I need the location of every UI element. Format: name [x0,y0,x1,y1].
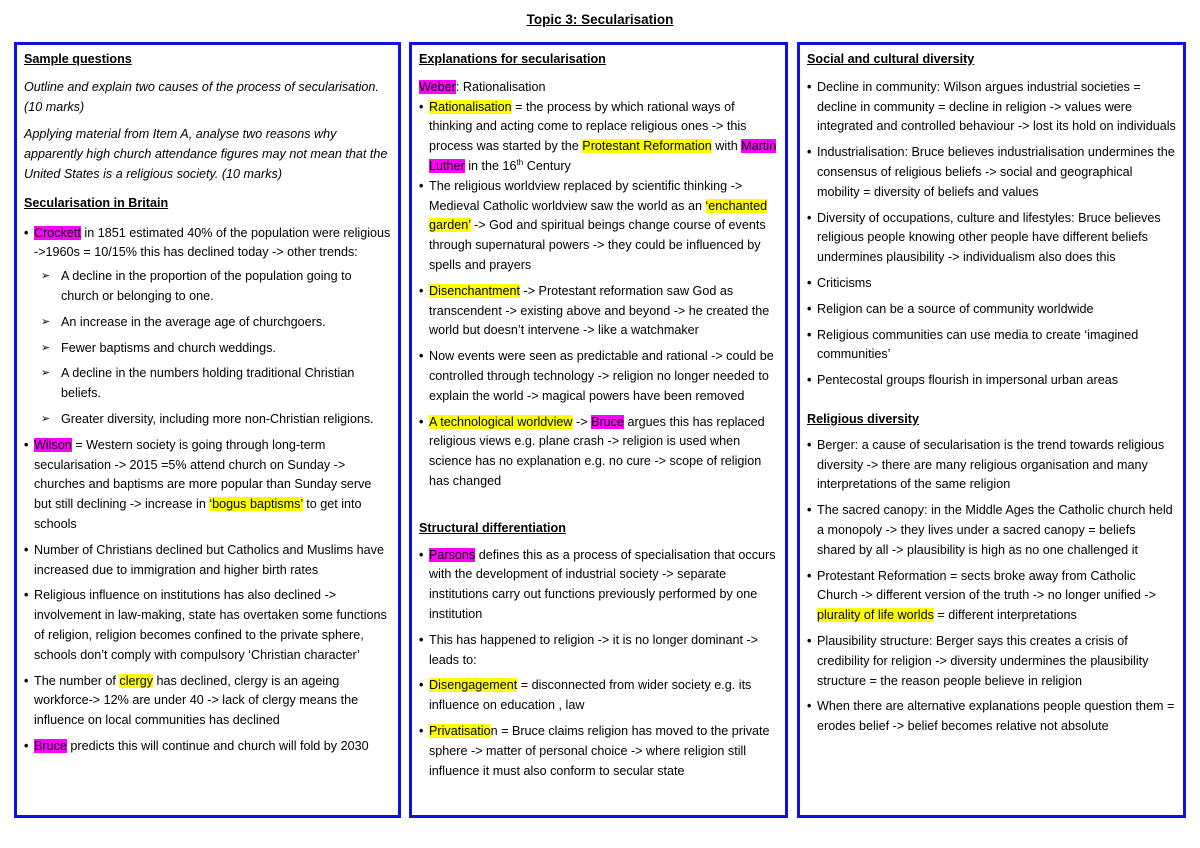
list-item-text: n = Bruce claims religion has moved to the private sphere -> matter of personal choice -> where religion still influence it must also conform to secular state [429,723,770,778]
list-item-text: has declined, clergy is an ageing workforce-> 12% are under 40 -> lack of clergy means the influence on local communities has declined [34,673,359,728]
superscript: th [516,157,524,167]
list-item [419,98,778,177]
list-item [419,546,778,625]
column-explanations [409,42,788,818]
list-item: • Pentecostal groups flourish in impersonal urban areas [807,371,1176,391]
list-item: • Decline in community: Wilson argues industrial societies = decline in community = decline in religion -> values were integrated and controlled behaviour -> lost its hold on individuals [807,78,1176,137]
sub-list-item: ➢ A decline in the numbers holding traditional Christian beliefs. [24,364,391,404]
list-item-text: -> God and spiritual beings change course of events through supernatural powers -> they could be influenced by spells and prayers [429,218,766,272]
list-item-text: = different interpretations [933,608,1077,623]
list-item: • Diversity of occupations, culture and lifestyles: Bruce believes religious people knowing other people have different beliefs undermines plausibility -> individualism also does this [807,209,1176,268]
highlight-crockett: Crockett [34,225,81,240]
list-item-text: -> [572,414,592,429]
list-item: • Number of Christians declined but Catholics and Muslims have increased due to immigration and higher birth rates [24,541,391,581]
highlight-bogus-baptisms: ‘bogus baptisms’ [209,497,303,512]
list-item [419,676,778,716]
weber-text: : Rationalisation [455,79,546,94]
list-item: • Plausibility structure: Berger says this creates a crisis of credibility for religion -> diversity undermines the plausibility structure = the reason people believe in religion [807,632,1176,691]
list-item-text: -> Protestant reformation saw God as transcendent -> existing above and beyond -> he created the world but doesn’t intervene -> like a watchmaker [429,283,770,338]
list-item-text: in the 16 [464,158,517,173]
britain-bullet-list [24,224,391,264]
highlight-rationalisation: Rationalisation [429,99,512,114]
trends-sub-list [24,267,391,430]
highlight-bruce: Bruce [34,738,67,753]
highlight-protestant-reformation: Protestant Reformation [582,139,712,154]
list-item-text: = the process by which rational ways of thinking and acting come to replace religious ones -> this process was started by the [429,99,747,154]
list-item-text: defines this as a process of specialisation that occurs with the development of industrial society -> separate institutions carry out functions previously performed by one institution [429,547,776,621]
list-item-text: = Western society is going through long-term secularisation -> 2015 =5% attend church on Sunday -> churches and baptisms are more popular than Sunday serve but still declining -> increase in [34,437,372,512]
list-item: • The sacred canopy: in the Middle Ages the Catholic church held a monopoly -> they lives under a sacred canopy = beliefs shared by all -> plausibility is high as no one challenged it [807,501,1176,560]
highlight-bruce: Bruce [591,414,624,429]
column-sample-questions [14,42,401,818]
highlight-parsons: Parsons [429,547,476,562]
highlight-technological-worldview: A technological worldview [429,414,573,429]
list-item [419,413,778,492]
list-item [419,177,778,276]
sub-list-item: ➢ Fewer baptisms and church weddings. [24,339,391,359]
list-item: • Industrialisation: Bruce believes industrialisation undermines the consensus of religious beliefs -> social and geographical mobility = diversity of beliefs and values [807,143,1176,202]
sub-list-item: ➢ An increase in the average age of churchgoers. [24,313,391,333]
heading-sample-questions: Sample questions [24,52,132,66]
list-item-text: Protestant Reformation = sects broke away from Catholic Church -> different version of the truth -> no longer unified -> [817,568,1156,603]
question-2: Applying material from Item A, analyse two reasons why apparently high church attendance figures may not mean that the United States is a religious society. (10 marks) [24,127,388,181]
list-item: • Criticisms [807,274,1176,294]
structural-bullet-list [419,546,778,782]
highlight-plurality-of-life-worlds: plurality of life worlds [817,608,934,623]
sub-list-item: ➢ Greater diversity, including more non-Christian religions. [24,410,391,430]
list-item-text: in 1851 estimated 40% of the population were religious ->1960s = 10/15% this has declined today -> other trends: [34,225,391,260]
list-item: • Now events were seen as predictable and rational -> could be controlled through technology -> religion no longer needed to explain the world -> magical powers have been removed [419,347,778,406]
list-item: • Religious communities can use media to create ‘imagined communities’ [807,326,1176,366]
list-item-text: argues this has replaced religious views e.g. plane crash -> religion is used when science has no explanation e.g. no cure -> scope of religion has changed [429,414,765,488]
highlight-weber: Weber [419,79,456,94]
social-bullet-list [807,78,1176,391]
question-1: Outline and explain two causes of the process of secularisation. (10 marks) [24,79,379,114]
list-item: • When there are alternative explanations people question them = erodes belief -> belief becomes relative not absolute [807,697,1176,737]
heading-explanations: Explanations for secularisation [419,52,606,66]
list-item [419,722,778,781]
list-item [24,224,391,264]
highlight-disengagement: Disengagement [429,678,518,693]
weber-line [419,78,778,98]
highlight-wilson: Wilson [34,437,72,452]
highlight-enchanted-garden: ‘enchanted garden’ [429,198,768,233]
highlight-martin-luther: Martin Luther [429,139,777,173]
page-title: Topic 3: Secularisation [526,12,674,27]
heading-secularisation-in-britain: Secularisation in Britain [24,195,169,210]
highlight-clergy: clergy [119,673,153,688]
list-item [24,737,391,757]
list-item: • This has happened to religion -> it is no longer dominant -> leads to: [419,631,778,671]
highlight-privatisation: Privatisatio [429,723,491,738]
list-item-text: to get into schools [34,497,362,531]
explanations-bullet-list [419,98,778,492]
list-item [807,567,1176,626]
list-item: • Religion can be a source of community worldwide [807,300,1176,320]
list-item [419,282,778,341]
list-item-text: predicts this will continue and church will fold by 2030 [66,738,369,753]
heading-structural-differentiation: Structural differentiation [419,520,566,535]
highlight-disenchantment: Disenchantment [429,283,521,298]
religious-diversity-bullet-list [807,436,1176,737]
sub-list-item: ➢ A decline in the proportion of the population going to church or belonging to one. [24,267,391,307]
list-item [24,672,391,731]
list-item-text: Century [523,158,571,173]
column-social-cultural-diversity [797,42,1186,818]
list-item: • Berger: a cause of secularisation is the trend towards religious diversity -> there are many religious organisation and many interpretations of the same religion [807,436,1176,495]
list-item-text: with [711,139,742,154]
list-item: • Religious influence on institutions has also declined -> involvement in law-making, state has overtaken some functions of religion, religion becomes confined to the private sphere, schools don’t comply with compulsory ‘Christian character’ [24,586,391,665]
heading-social-cultural-diversity: Social and cultural diversity [807,52,975,66]
list-item-text: The religious worldview replaced by scientific thinking -> Medieval Catholic worldview saw the world as an [429,178,743,213]
list-item-text: The number of [34,673,120,688]
heading-religious-diversity: Religious diversity [807,411,919,426]
list-item [24,436,391,535]
britain-bullet-list-2 [24,436,391,757]
list-item-text: = disconnected from wider society e.g. its influence on education , law [429,678,752,713]
